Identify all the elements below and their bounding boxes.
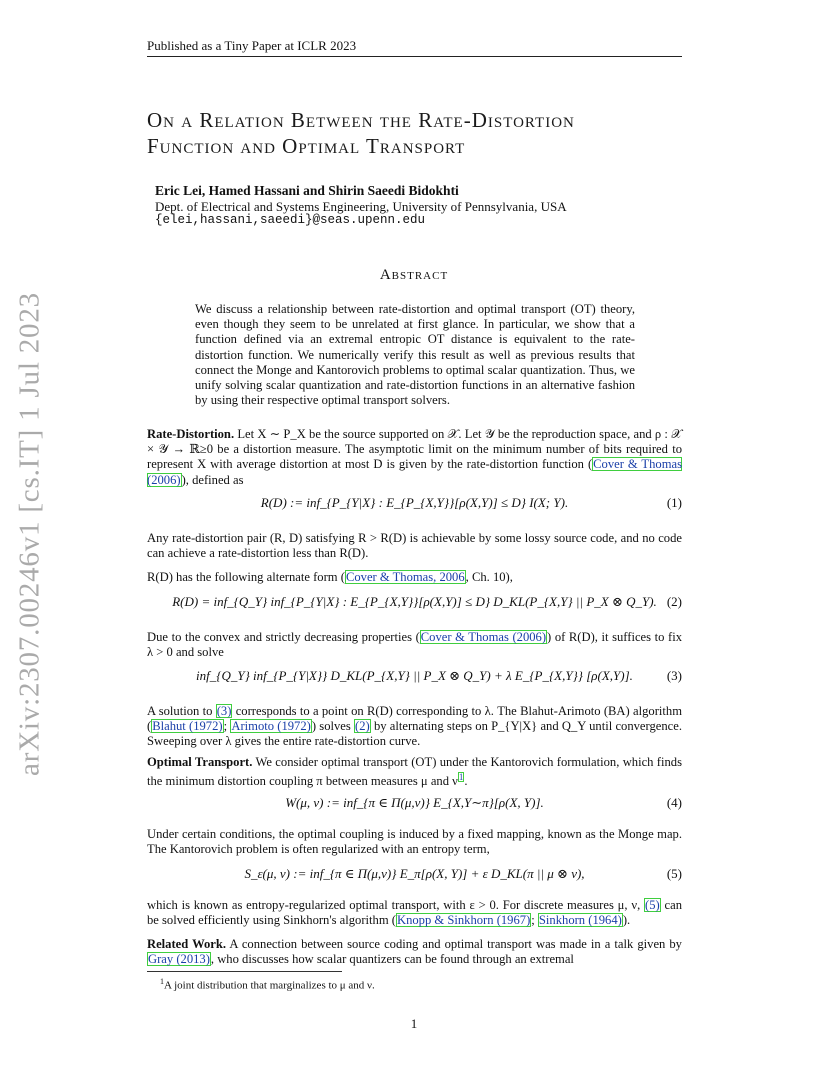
running-header: Published as a Tiny Paper at ICLR 2023 xyxy=(147,38,357,53)
equation-2-body: R(D) = inf_{Q_Y} inf_{P_{Y|X} : E_{P_{X,Y}}[ρ(X,Y)] ≤ D} D_KL(P_{X,Y} || P_X ⊗ Q_Y). xyxy=(172,594,657,609)
abstract-text: We discuss a relationship between rate-distortion and optimal transport (OT) theory, even though they seem to be unrelated at first glance. In particular, we show that a function defined via an extremal entropic OT distance is equivalent to the rate-distortion function. We numerically verify this result as well as previous results that connect the Monge and Kantorovich problems to optimal scalar quantization. Thus, we unify solving scalar quantization and rate-distortion functions in an alternative fashion by using their respective optimal transport solvers. xyxy=(195,302,635,408)
optimal-transport-paragraph xyxy=(147,755,682,790)
para4-text: Due to the convex and strictly decreasing properties ( xyxy=(147,630,420,644)
monge-map-paragraph: Under certain conditions, the optimal coupling is induced by a fixed mapping, known as the Monge map. The Kantorovich problem is often regularized with an entropy term, xyxy=(147,827,682,857)
page-number: 1 xyxy=(410,1016,418,1031)
citation-link[interactable]: Cover & Thomas (2006) xyxy=(147,457,682,487)
paper-title xyxy=(147,107,687,159)
para3-tail: , Ch. 10), xyxy=(465,570,513,584)
related-work-heading: Related Work. xyxy=(147,937,227,951)
equation-ref-link[interactable]: (5) xyxy=(645,898,660,912)
citation-link[interactable]: Cover & Thomas (2006) xyxy=(420,630,547,644)
para6-text: We consider optimal transport (OT) under the Kantorovich formulation, which finds the minimum distortion coupling π between measures μ and ν xyxy=(147,755,682,789)
para5-text-2: corresponds to a point on R(D) corresponding to λ. The Blahut-Arimoto (BA) algorithm ( xyxy=(147,704,682,734)
equation-2-number: (2) xyxy=(666,594,682,609)
achievability-paragraph: Any rate-distortion pair (R, D) satisfying R > R(D) is achievable by some lossy source code, and no code can achieve a rate-distortion less than R(D). xyxy=(147,531,682,561)
related-work-paragraph xyxy=(147,937,682,967)
affiliation: Dept. of Electrical and Systems Engineering, University of Pennsylvania, USA xyxy=(155,199,567,214)
equation-1-number: (1) xyxy=(666,495,682,510)
abstract-heading: Abstract xyxy=(379,267,449,283)
para5-text-5: by alternating steps on P_{Y|X} and Q_Y until convergence. Sweeping over λ gives the entire rate-distortion curve. xyxy=(147,719,682,749)
para8-text-1: which is known as entropy-regularized optimal transport, with ε > 0. For discrete measures μ, ν, xyxy=(147,898,645,912)
equation-ref-link[interactable]: (2) xyxy=(355,719,370,734)
para9-text-1: A connection between source coding and optimal transport was made in a talk given by xyxy=(226,937,682,951)
arxiv-identifier xyxy=(4,291,56,776)
arxiv-identifier-text: arXiv:2307.00246v1 [cs.IT] 1 Jul 2023 xyxy=(13,291,46,776)
para3-text: R(D) has the following alternate form ( xyxy=(147,570,345,584)
para5-text-4: ) solves xyxy=(311,719,355,734)
equation-ref-link[interactable]: (3) xyxy=(216,704,232,718)
equation-3-body: inf_{Q_Y} inf_{P_{Y|X}} D_KL(P_{X,Y} || P_X ⊗ Q_Y) + λ E_{P_{X,Y}} [ρ(X,Y)]. xyxy=(196,668,633,683)
equation-1-body: R(D) := inf_{P_{Y|X} : E_{P_{X,Y}}[ρ(X,Y)] ≤ D} I(X; Y). xyxy=(260,495,569,510)
equation-5-number: (5) xyxy=(666,866,682,881)
citation-link[interactable]: Arimoto (1972) xyxy=(231,719,311,734)
para4-tail: ) of R(D), it suffices to fix λ > 0 and solve xyxy=(147,630,682,660)
para6-tail: . xyxy=(464,774,468,789)
para8-text-4: ). xyxy=(622,913,631,928)
para8-text-3: ; xyxy=(531,913,538,928)
authors: Eric Lei, Hamed Hassani and Shirin Saeedi Bidokhti xyxy=(155,183,459,198)
optimal-transport-heading: Optimal Transport. xyxy=(147,755,253,769)
rate-distortion-heading: Rate-Distortion. xyxy=(147,427,235,441)
footnote-ref-link[interactable]: 1 xyxy=(458,772,464,783)
para9-text-2: , who discusses how scalar quantizers can be found through an extremal xyxy=(210,952,574,967)
rate-distortion-paragraph: Rate-Distortion. Let X ∼ P_X be the source supported on 𝒳. Let 𝒴 be the reproduction space, and ρ : 𝒳 × 𝒴 → ℝ≥0 be a distortion measure. The asymptotic limit on the minimum number of bits required to represent X with average distortion at most D is given by the rate-distortion function (Cover & Thomas (2006)), defined as xyxy=(147,427,682,487)
blahut-arimoto-paragraph xyxy=(147,704,682,750)
title-line-2: Function and Optimal Transport xyxy=(147,134,466,158)
para5-text-3: ; xyxy=(223,719,231,734)
citation-link[interactable]: Sinkhorn (1964) xyxy=(538,913,622,928)
footnote-text: A joint distribution that marginalizes to μ and ν. xyxy=(164,979,375,992)
footnote-mark: 1 xyxy=(160,977,164,986)
citation-link[interactable]: Gray (2013) xyxy=(148,952,210,967)
footnote xyxy=(160,977,375,992)
sinkhorn-paragraph xyxy=(147,898,682,928)
convexity-paragraph xyxy=(147,630,682,660)
para5-text-1: A solution to xyxy=(147,704,216,718)
footnote-rule xyxy=(147,971,342,972)
title-line-1: On a Relation Between the Rate-Distortion xyxy=(147,108,575,132)
equation-5-body: S_ε(μ, ν) := inf_{π ∈ Π(μ,ν)} E_π[ρ(X, Y)] + ε D_KL(π || μ ⊗ ν), xyxy=(244,866,585,881)
header-rule xyxy=(147,56,682,57)
citation-link[interactable]: Blahut (1972) xyxy=(152,719,223,734)
equation-4-number: (4) xyxy=(666,795,682,810)
email: {elei,hassani,saeedi}@seas.upenn.edu xyxy=(155,213,426,227)
alternate-form-paragraph xyxy=(147,570,682,585)
equation-3-number: (3) xyxy=(666,668,682,683)
para8-text-2: can be solved efficiently using Sinkhorn's algorithm ( xyxy=(147,898,683,928)
equation-4-body: W(μ, ν) := inf_{π ∈ Π(μ,ν)} E_{X,Y∼π}[ρ(X, Y)]. xyxy=(285,795,544,810)
para1-tail: ), defined as xyxy=(181,472,244,487)
para1-text: Let X ∼ P_X be the source supported on 𝒳. Let 𝒴 be the reproduction space, and ρ : 𝒳 × 𝒴 → ℝ≥0 be a distortion measure. The asymptotic limit on the minimum number of bits required to represent X with average distortion at most D is given by the rate-distortion function xyxy=(147,427,682,472)
citation-link[interactable]: Cover & Thomas, 2006 xyxy=(345,570,465,584)
citation-link[interactable]: Knopp & Sinkhorn (1967) xyxy=(396,913,531,928)
